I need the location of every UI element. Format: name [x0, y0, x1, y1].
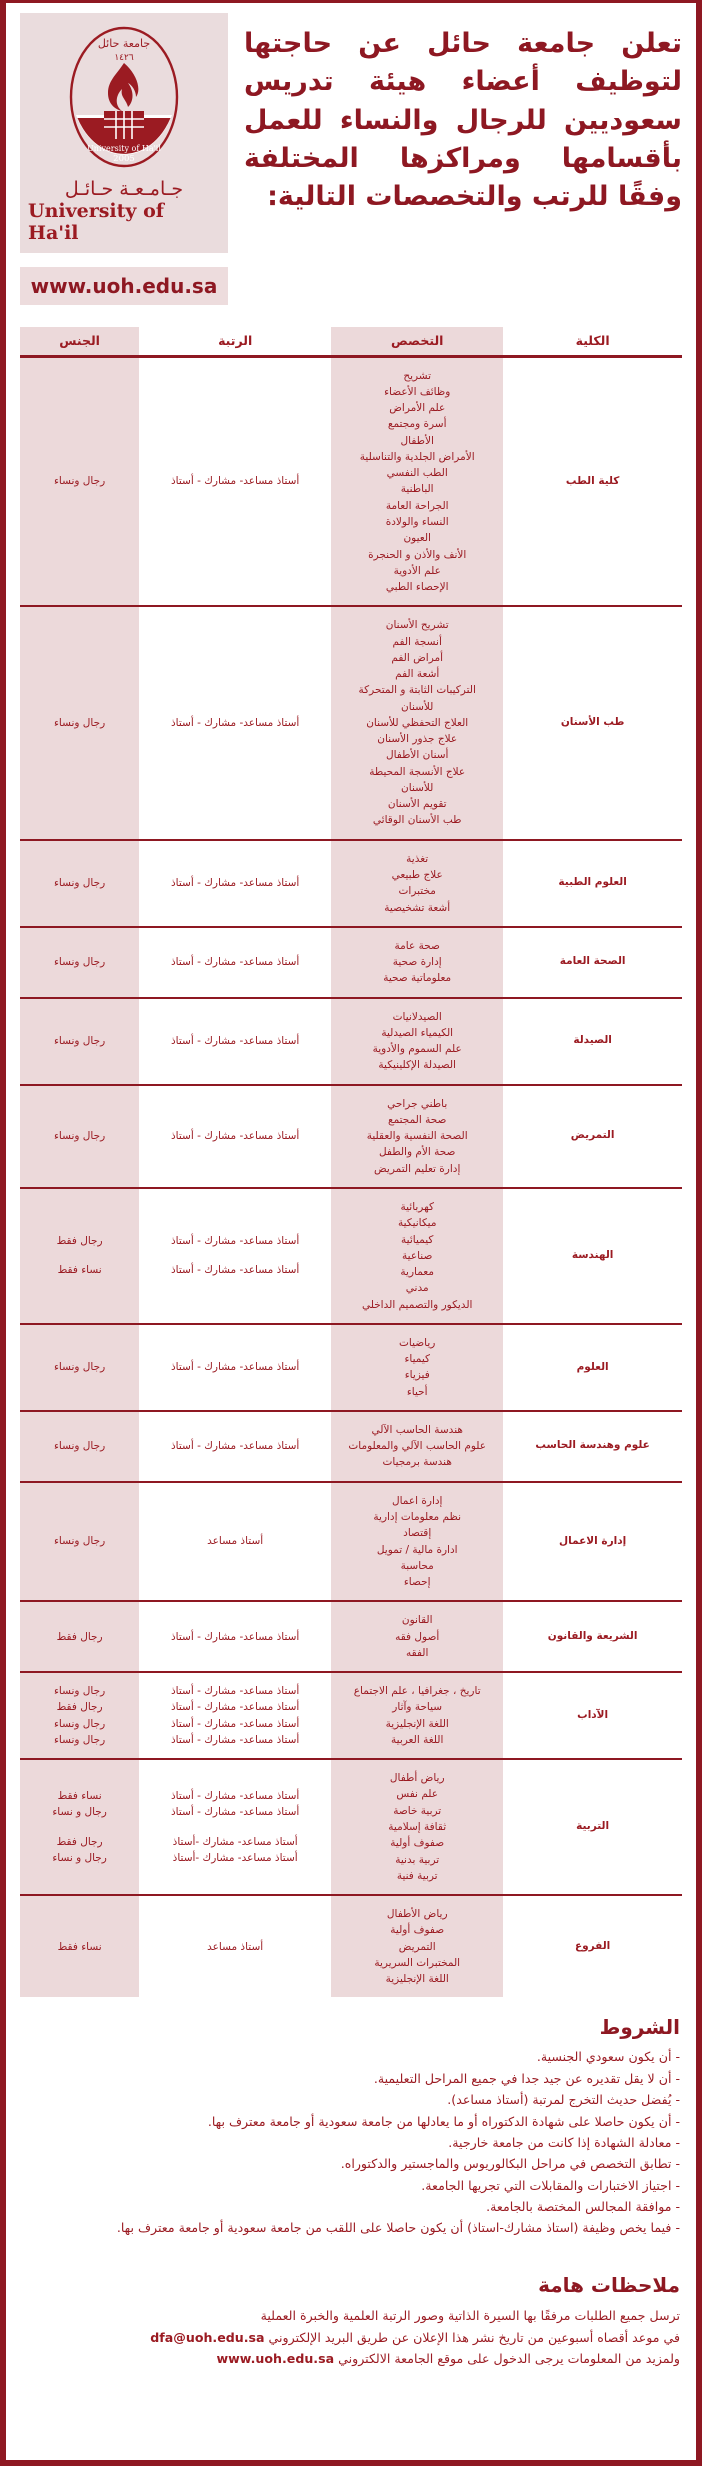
major-item: أنسجة الفم — [392, 635, 442, 648]
rank-item: أستاذ مساعد- مشارك - أستاذ — [171, 1361, 300, 1374]
cell-majors — [331, 840, 503, 927]
major-item: تربية بدنية — [395, 1853, 440, 1866]
gender-item: رجال فقط — [56, 1701, 103, 1714]
gender-item: رجال ونساء — [53, 877, 106, 890]
website-url[interactable]: www.uoh.edu.sa — [30, 273, 218, 298]
notes-line-2-text: في موعد أقصاه أسبوعين من تاريخ نشر هذا الإعلان عن طريق البريد الإلكتروني — [268, 2329, 680, 2345]
cell-genders — [20, 356, 139, 606]
major-item: معلوماتية صحية — [383, 972, 452, 985]
major-item: صحة عامة — [394, 939, 440, 952]
major-item: اللغة العربية — [391, 1733, 444, 1746]
major-item: الكيمياء الصيدلية — [381, 1026, 454, 1039]
headline-block — [238, 13, 682, 217]
condition-item: - فيما يخص وظيفة (استاذ مشارك-استاذ) أن يكون حاصلا على اللقب من جامعة سعودية أو جامعة معترف بها. — [116, 2220, 680, 2236]
rank-item: أستاذ مساعد- مشارك - أستاذ — [171, 475, 300, 488]
major-item: تربية فنية — [396, 1869, 438, 1882]
cell-majors — [331, 1895, 503, 1997]
condition-item: - معادلة الشهادة إذا كانت من جامعة خارجية. — [448, 2134, 680, 2150]
rank-item: أستاذ مساعد- مشارك - أستاذ — [171, 1733, 300, 1746]
major-item: نظم معلومات إدارية — [373, 1510, 462, 1523]
table-row — [20, 927, 682, 998]
cell-ranks — [139, 998, 331, 1085]
cell-ranks — [139, 1411, 331, 1482]
svg-text:جامعة حائل: جامعة حائل — [97, 37, 151, 50]
cell-college: التمريض — [570, 1129, 615, 1142]
major-item: الفقه — [406, 1646, 429, 1659]
rank-item: أستاذ مساعد- مشارك - أستاذ — [171, 1806, 300, 1819]
rank-item: أستاذ مساعد — [207, 1940, 264, 1953]
major-item: الطب النفسي — [386, 467, 448, 480]
major-item: الباطنية — [400, 483, 434, 496]
condition-item: - اجتياز الاختبارات والمقابلات التي تجريها الجامعة. — [421, 2177, 680, 2193]
cell-college: إدارة الاعمال — [559, 1534, 627, 1547]
notes-line-3 — [22, 2348, 680, 2370]
conditions-section — [6, 2015, 696, 2239]
gender-item: نساء فقط — [57, 1264, 102, 1277]
table-row — [20, 1188, 682, 1324]
major-item: تغذية — [406, 852, 429, 865]
gender-item: رجال ونساء — [53, 1440, 106, 1453]
major-item: أشعة تشخيصية — [384, 901, 451, 914]
table-row — [20, 1759, 682, 1895]
notes-section — [6, 2273, 696, 2370]
cell-ranks — [139, 1085, 331, 1188]
major-item: أسرة ومجتمع — [387, 418, 447, 431]
gender-item: نساء فقط — [57, 1790, 102, 1803]
condition-item: - يُفضل حديث التخرج لمرتبة (أستاذ مساعد). — [447, 2092, 680, 2108]
major-item: اللغة الإنجليزية — [385, 1717, 449, 1730]
rank-item: أستاذ مساعد- مشارك - أستاذ — [171, 877, 300, 890]
cell-majors — [331, 927, 503, 998]
major-item: صناعية — [402, 1249, 433, 1262]
headline-line-2: لتوظيف أعضاء هيئة تدريس — [244, 66, 682, 98]
condition-item: - موافقة المجالس المختصة بالجامعة. — [486, 2199, 680, 2215]
table-row — [20, 1601, 682, 1672]
cell-college: طب الأسنان — [560, 716, 625, 729]
major-item: رياض الأطفال — [386, 1908, 448, 1921]
major-item: ميكانيكية — [397, 1217, 437, 1230]
notes-line-3-text: ولمزيد من المعلومات يرجى الدخول على موقع الجامعة الالكتروني — [338, 2351, 680, 2367]
gender-item: رجال ونساء — [53, 1361, 106, 1374]
gender-item: رجال ونساء — [53, 1130, 106, 1143]
cell-genders — [20, 1759, 139, 1895]
major-item: الأطفال — [400, 434, 434, 447]
cell-majors — [331, 1672, 503, 1759]
gender-item: رجال ونساء — [53, 1717, 106, 1730]
crest-year-label: 2005 — [113, 154, 135, 164]
jobs-table-wrapper — [6, 327, 696, 1998]
cell-ranks — [139, 1601, 331, 1672]
cell-ranks — [139, 356, 331, 606]
major-item: للأسنان — [401, 700, 434, 713]
logo-box — [20, 13, 228, 253]
major-item: النساء والولادة — [385, 515, 449, 528]
jobs-table — [20, 327, 682, 1998]
major-item: إقتصاد — [403, 1527, 432, 1540]
contact-email[interactable]: dfa@uoh.edu.sa — [150, 2329, 265, 2345]
table-row — [20, 606, 682, 839]
cell-majors — [331, 1411, 503, 1482]
cell-ranks — [139, 1324, 331, 1411]
cell-majors — [331, 1759, 503, 1895]
major-item: صفوف أولية — [390, 1837, 445, 1850]
row-spacer — [23, 1249, 136, 1262]
gender-item: رجال فقط — [56, 1235, 103, 1248]
cell-ranks — [139, 927, 331, 998]
major-item: أصول فقه — [395, 1630, 440, 1643]
headline-line-3: سعوديين للرجال والنساء للعمل — [244, 104, 682, 136]
major-item: علاج طبيعي — [391, 869, 443, 882]
major-item: الصحة النفسية والعقلية — [366, 1130, 468, 1143]
rank-item: أستاذ مساعد- مشارك - أستاذ — [171, 1685, 300, 1698]
cell-majors — [331, 1601, 503, 1672]
major-item: علاج جذور الأسنان — [377, 733, 458, 746]
major-item: الديكور والتصميم الداخلي — [361, 1298, 473, 1311]
major-item: إحصاء — [403, 1576, 431, 1589]
major-item: طب الأسنان الوقائي — [372, 814, 462, 827]
major-item: صحة المجتمع — [387, 1113, 447, 1126]
cell-ranks — [139, 840, 331, 927]
notes-title: ملاحظات هامة — [538, 2272, 680, 2297]
gender-item: رجال ونساء — [53, 475, 106, 488]
major-item: رياض أطفال — [389, 1772, 445, 1785]
conditions-list — [22, 2047, 680, 2239]
major-item: علم نفس — [396, 1788, 439, 1801]
gender-item: رجال ونساء — [53, 956, 106, 969]
rank-item: أستاذ مساعد- مشارك -أستاذ — [172, 1835, 298, 1848]
major-item: كيميائية — [401, 1233, 434, 1246]
university-name-en: University of Ha'il — [28, 199, 164, 244]
cell-genders — [20, 1672, 139, 1759]
svg-text:١٤٢٦: ١٤٢٦ — [114, 53, 134, 63]
table-header — [20, 327, 682, 357]
major-item: علم الأدوية — [393, 564, 441, 577]
cell-ranks — [139, 1188, 331, 1324]
rank-item: أستاذ مساعد- مشارك - أستاذ — [171, 1790, 300, 1803]
cell-college: التربية — [576, 1820, 610, 1833]
major-item: فيزياء — [404, 1369, 430, 1382]
university-crest-icon — [64, 23, 184, 173]
cell-genders — [20, 1085, 139, 1188]
major-item: الصيدلة الإكلينيكية — [378, 1059, 456, 1072]
major-item: اللغة الإنجليزية — [385, 1973, 449, 1986]
cell-college: الشريعة والقانون — [547, 1629, 638, 1642]
cell-majors — [331, 1324, 503, 1411]
cell-majors — [331, 1085, 503, 1188]
major-item: محاسبة — [400, 1559, 434, 1572]
cell-genders — [20, 1188, 139, 1324]
rank-item: أستاذ مساعد- مشارك - أستاذ — [171, 1035, 300, 1047]
website-banner[interactable] — [20, 267, 228, 305]
major-item: إدارة تعليم التمريض — [374, 1162, 461, 1175]
rank-item: أستاذ مساعد — [207, 1535, 264, 1548]
cell-college: العلوم — [576, 1360, 609, 1373]
col-header-gender: الجنس — [20, 327, 139, 357]
rank-item: أستاذ مساعد- مشارك - أستاذ — [171, 1130, 300, 1143]
major-item: الصيدلانيات — [392, 1010, 442, 1023]
rank-item: أستاذ مساعد- مشارك - أستاذ — [171, 1717, 300, 1730]
table-row — [20, 1895, 682, 1997]
major-item: هندسة برمجيات — [382, 1456, 452, 1469]
major-item: أشعة الفم — [395, 668, 440, 681]
cell-college: الصيدلة — [573, 1034, 612, 1047]
gender-item: رجال و نساء — [52, 1851, 107, 1864]
cell-ranks — [139, 1672, 331, 1759]
cell-genders — [20, 1411, 139, 1482]
major-item: هندسة الحاسب الآلي — [371, 1423, 463, 1436]
row-spacer — [23, 1821, 136, 1834]
major-item: أسنان الأطفال — [385, 749, 449, 762]
crest-en-label: University of Ha'il — [87, 144, 161, 153]
major-item: سياحة وآثار — [392, 1701, 443, 1714]
notes-website-url[interactable]: www.uoh.edu.sa — [216, 2351, 335, 2367]
condition-item: - تطابق التخصص في مراحل البكالوريوس والماجستير والدكتوراه. — [340, 2156, 680, 2172]
table-row — [20, 1482, 682, 1602]
cell-majors — [331, 1482, 503, 1602]
major-item: الإحصاء الطبي — [385, 581, 449, 594]
condition-item: - أن يكون حاصلا على شهادة الدكتوراه أو ما يعادلها من جامعة سعودية أو جامعة معترف بها. — [207, 2113, 680, 2129]
cell-genders — [20, 1601, 139, 1672]
cell-genders — [20, 1482, 139, 1602]
conditions-title: الشروط — [599, 2015, 680, 2040]
major-item: التمريض — [398, 1940, 436, 1953]
cell-college: العلوم الطبية — [558, 876, 627, 889]
cell-genders — [20, 840, 139, 927]
cell-genders — [20, 927, 139, 998]
rank-item: أستاذ مساعد- مشارك - أستاذ — [171, 1701, 300, 1714]
major-item: علاج الأنسجة المحيطة — [369, 765, 466, 778]
cell-college: الهندسة — [571, 1249, 614, 1262]
cell-ranks — [139, 1482, 331, 1602]
cell-genders — [20, 1324, 139, 1411]
table-body — [20, 356, 682, 1997]
table-row — [20, 356, 682, 606]
table-row — [20, 1324, 682, 1411]
rank-item: أستاذ مساعد- مشارك - أستاذ — [171, 1440, 300, 1453]
major-item: العلاج التحفظي للأسنان — [366, 716, 469, 729]
gender-item: رجال ونساء — [53, 1035, 106, 1047]
major-item: معمارية — [400, 1266, 434, 1279]
condition-item: - أن يكون سعودي الجنسية. — [536, 2049, 680, 2065]
major-item: للأسنان — [401, 781, 434, 794]
cell-genders — [20, 606, 139, 839]
major-item: كيمياء — [404, 1353, 430, 1366]
major-item: إدارة اعمال — [391, 1494, 443, 1507]
headline-line-4: بأقسامها ومراكزها المختلفة — [244, 142, 682, 174]
col-header-major: التخصص — [331, 327, 503, 357]
major-item: أمراض الفم — [391, 651, 444, 664]
major-item: مدني — [405, 1282, 429, 1295]
major-item: تشريح الأسنان — [385, 619, 449, 632]
major-item: إدارة صحية — [392, 956, 442, 969]
gender-item: رجال ونساء — [53, 1733, 106, 1746]
headline-line-5: وفقًا للرتب والتخصصات التالية: — [267, 181, 682, 213]
major-item: العيون — [403, 532, 431, 545]
col-header-college: الكلية — [575, 332, 610, 348]
rank-item: أستاذ مساعد- مشارك - أستاذ — [171, 1235, 300, 1248]
cell-college: كلية الطب — [565, 474, 620, 487]
notes-line-2 — [22, 2327, 680, 2349]
cell-ranks — [139, 606, 331, 839]
major-item: صحة الأم والطفل — [378, 1146, 456, 1159]
major-item: المختبرات السريرية — [374, 1956, 461, 1969]
table-row — [20, 840, 682, 927]
rank-item: أستاذ مساعد- مشارك - أستاذ — [171, 1264, 300, 1277]
major-item: علم السموم والأدوية — [372, 1043, 462, 1056]
gender-item: نساء فقط — [57, 1940, 102, 1953]
major-item: الأمراض الجلدية والتناسلية — [359, 450, 475, 463]
table-row — [20, 1085, 682, 1188]
cell-college: الآداب — [577, 1708, 609, 1721]
major-item: الجراحة العامة — [385, 499, 449, 512]
cell-college: الصحة العامة — [559, 955, 626, 968]
table-row — [20, 1672, 682, 1759]
header-row — [20, 327, 682, 357]
major-item: القانون — [401, 1614, 433, 1627]
col-header-rank: الرتبة — [218, 332, 253, 348]
major-item: باطني جراحي — [387, 1097, 448, 1110]
major-item: الأنف والأذن و الحنجرة — [368, 548, 467, 561]
major-item: وظائف الأعضاء — [384, 385, 451, 398]
major-item: ادارة مالية / تمويل — [376, 1543, 458, 1556]
brand-column — [20, 13, 228, 305]
major-item: مختبرات — [398, 885, 436, 898]
table-row — [20, 1411, 682, 1482]
gender-item: رجال ونساء — [53, 716, 106, 729]
major-item: ثقافة إسلامية — [388, 1820, 447, 1833]
major-item: علوم الحاسب الآلي والمعلومات — [348, 1440, 487, 1453]
cell-genders — [20, 998, 139, 1085]
row-spacer — [142, 1249, 328, 1262]
gender-item: رجال ونساء — [53, 1685, 106, 1698]
cell-majors — [331, 606, 503, 839]
gender-item: رجال فقط — [56, 1835, 103, 1848]
gender-item: رجال و نساء — [52, 1806, 107, 1819]
university-name-ar: جـامـعـة حـائـل — [64, 178, 184, 200]
rank-item: أستاذ مساعد- مشارك - أستاذ — [171, 1630, 300, 1643]
notes-body — [22, 2305, 680, 2370]
row-spacer — [142, 1821, 328, 1834]
cell-college: الفروع — [574, 1939, 611, 1952]
major-item: كهربائية — [400, 1201, 434, 1213]
header — [6, 3, 696, 305]
rank-item: أستاذ مساعد- مشارك - أستاذ — [171, 716, 300, 729]
gender-item: رجال فقط — [56, 1630, 103, 1643]
cell-ranks — [139, 1895, 331, 1997]
major-item: صفوف أولية — [390, 1924, 445, 1937]
gender-item: رجال ونساء — [53, 1535, 106, 1548]
major-item: تربية خاصة — [393, 1804, 442, 1817]
cell-majors — [331, 998, 503, 1085]
table-row — [20, 998, 682, 1085]
major-item: أحياء — [406, 1385, 428, 1398]
major-item: رياضيات — [399, 1336, 436, 1349]
notes-line-1: ترسل جميع الطلبات مرفقًا بها السيرة الذاتية وصور الرتبة العلمية والخبرة العملية — [260, 2307, 680, 2323]
major-item: تاريخ ، جغرافيا ، علم الاجتماع — [353, 1685, 481, 1698]
cell-majors — [331, 356, 503, 606]
major-item: تشريح — [403, 369, 432, 382]
major-item: التركيبات الثابتة و المتحركة — [358, 684, 476, 697]
cell-genders — [20, 1895, 139, 1997]
rank-item: أستاذ مساعد- مشارك - أستاذ — [171, 956, 300, 969]
condition-item: - أن لا يقل تقديره عن جيد جدا في جميع المراحل التعليمية. — [373, 2070, 680, 2086]
major-item: تقويم الأسنان — [387, 798, 447, 811]
cell-college: علوم وهندسة الحاسب — [535, 1439, 650, 1452]
rank-item: أستاذ مساعد- مشارك -أستاذ — [172, 1851, 298, 1864]
headline-line-1: تعلن جامعة حائل عن حاجتها — [244, 28, 682, 59]
cell-majors — [331, 1188, 503, 1324]
major-item: علم الأمراض — [389, 402, 446, 415]
cell-ranks — [139, 1759, 331, 1895]
